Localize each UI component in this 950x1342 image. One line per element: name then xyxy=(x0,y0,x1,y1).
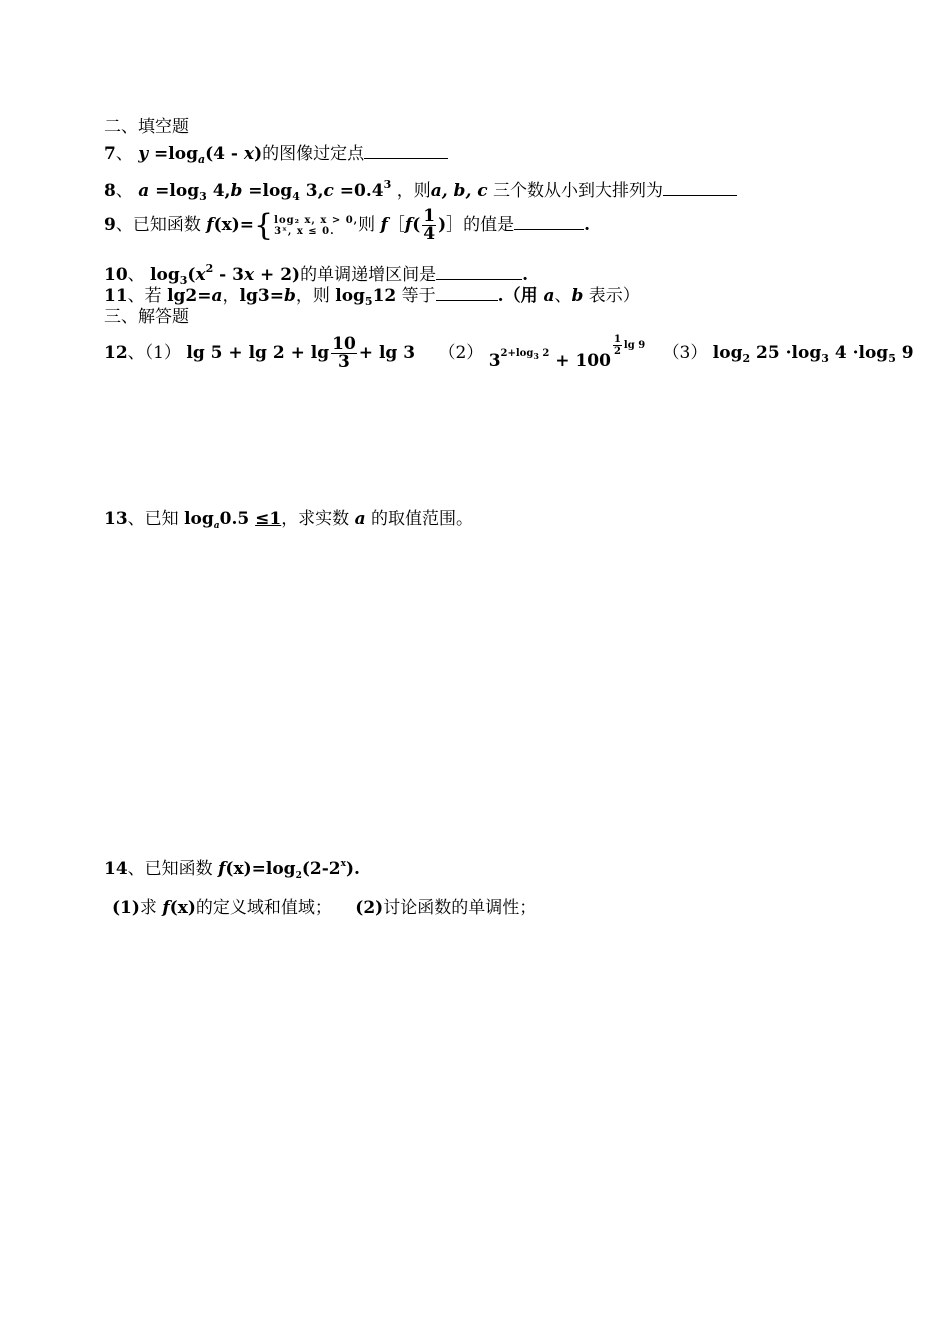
question-14: 14、已知函数 $f(x)=\log_2(2-2^x)$. xyxy=(104,859,360,881)
question-13: 13、已知 $\log_a0.5 \le 1$，求实数 a 的取值范围。 xyxy=(104,509,474,531)
answer-blank-11[interactable] xyxy=(436,284,498,301)
question-10: 10、 $\log_3(x^2 - 3x + 2)$的单调递增区间是 . xyxy=(104,262,529,287)
fraction-ten-thirds: $\frac{10}{3}$ xyxy=(332,334,356,372)
fraction-one-half: $\frac{1}{2}$ xyxy=(613,334,621,357)
question-8: 8、 $a =\log_3$ $4,b =\log_4$ $3,c =0.4^3$ ，则a, b, c 三个数从小到大排列为 xyxy=(104,174,737,208)
question-11: 11、若 lg2=a，lg3=b，则 $\log_512$ 等于 .（用 a、b 表示） xyxy=(104,286,640,308)
piecewise-brace: { xyxy=(254,207,274,243)
answer-blank-7[interactable] xyxy=(364,142,448,159)
answer-blank-8[interactable] xyxy=(663,179,737,196)
piecewise-cases: log₂ x, x > 0, 3ˣ, x ≤ 0. xyxy=(274,214,359,237)
section-fill-title: 二、填空题 xyxy=(104,117,189,137)
answer-blank-9[interactable] xyxy=(514,213,584,230)
section-solve-title: 三、解答题 xyxy=(104,307,189,327)
question-14-subparts: (1)求 f(x)的定义域和值域； (2)讨论函数的单调性； xyxy=(112,898,537,918)
question-7: 7、 $y =\log_a(4 - x)$的图像过定点 xyxy=(104,142,448,171)
question-9: 9、已知函数 f(x)={ log₂ x, x > 0, 3ˣ, x ≤ 0. 则 f［f( $\frac{1}{4}$ )］的值是 . xyxy=(104,206,591,244)
answer-blank-10[interactable] xyxy=(436,263,522,280)
fraction-one-quarter: $\frac{1}{4}$ xyxy=(423,206,436,244)
question-12: 12、（1） lg 5 + lg 2 + lg $\frac{10}{3}$ + lg 3 （2） 32+log3 2 + 100 $\frac{1}{2}$ $^{lg 9}$ （3） $\log_2 25 \cdot\log_3$ $4 \cdot\log_5$ 9 xyxy=(104,334,914,372)
